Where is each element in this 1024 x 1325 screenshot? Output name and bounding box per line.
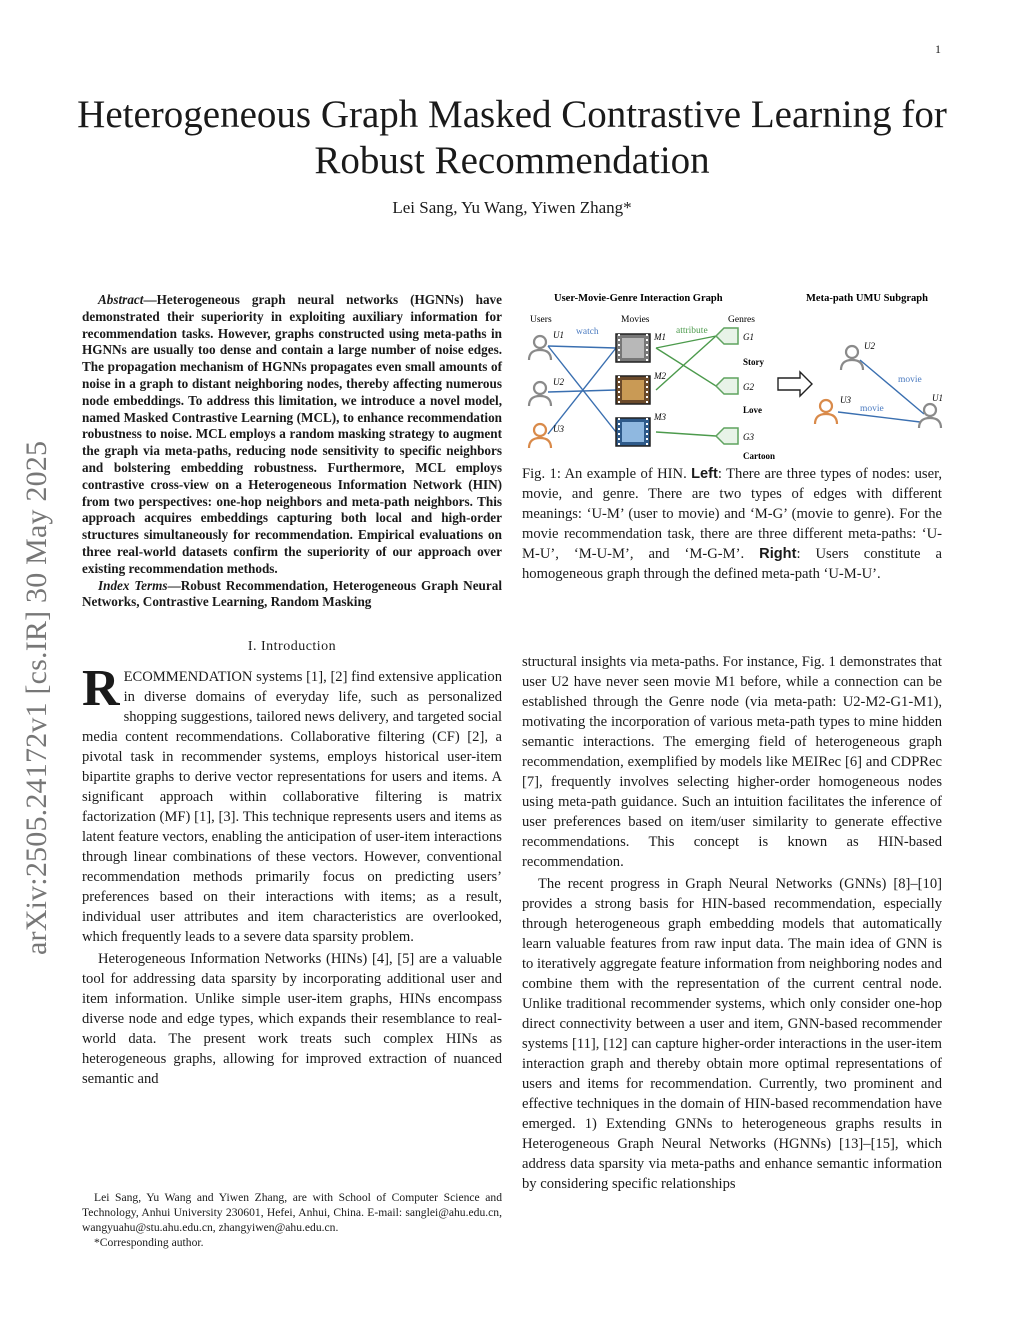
caption-left-word: Left bbox=[691, 466, 718, 482]
genre-node-g3 bbox=[716, 428, 738, 444]
caption-label: Fig. 1: An example of HIN. bbox=[522, 466, 687, 482]
index-terms-label: Index Terms bbox=[98, 577, 168, 593]
label-m1: M1 bbox=[654, 332, 666, 342]
user-node-u2 bbox=[529, 382, 551, 406]
caption-right-text: : Users constitute a homogeneous graph through the defined meta-path ‘U-M-U’. bbox=[522, 546, 942, 582]
label-u2: U2 bbox=[553, 377, 564, 387]
intro-paragraph-2: Heterogeneous Information Networks (HINs) [4], [5] are a valuable tool for addressing data sparsity by incorporating additional user and item information. Unlike simple user-item graphs, HINs encompass diverse node and edge types, which expands their resemblance to real-world data. The present work treats such complex HINs as heterogeneous graphs, allowing for improved extraction of nuanced semantic and bbox=[82, 951, 502, 1088]
figure-caption bbox=[522, 464, 942, 584]
page-number: 1 bbox=[935, 42, 941, 56]
subgraph-user-u3 bbox=[815, 400, 837, 424]
edge-u1-m1 bbox=[548, 346, 616, 348]
column-label-genres: Genres bbox=[728, 315, 755, 325]
user-node-u3 bbox=[529, 424, 551, 448]
edge-u1-m3 bbox=[548, 346, 616, 432]
label-m2: M2 bbox=[654, 371, 666, 381]
footnote-affiliation: Lei Sang, Yu Wang and Yiwen Zhang, are with School of Computer Science and Technology, Anhui University 230601, Hefei, Anhui, China. E-mail: sanglei@ahu.edu.cn, wangyuahu@stu.ahu.edu.cn, zhangyiwen@ahu.edu.cn. bbox=[82, 1191, 502, 1234]
edge-m2-g1 bbox=[656, 336, 716, 390]
intro-paragraph-1-text: ECOMMENDATION systems [1], [2] find extensive application in diverse domains of everyday life, such as personalized shopping suggestions, tailored news delivery, and targeted social media content recommendations. Collaborative filtering (CF) [2], a pivotal task in recommender systems, employs historical user-item bipartite graphs to derive vector representations for users and items. A significant approach within collaborative filtering is matrix factorization (MF) [1], [3]. This technique represents users and items as latent feature vectors, enabling the anticipation of user-item interactions through linear combinations of these vectors. However, conventional recommendation methods primarily focus on predicting users’ preferences based on their interactions with items; as a result, individual user attributes and item characteristics are overlooked, which frequently leads to a severe data sparsity problem. bbox=[82, 669, 502, 946]
label-u1: U1 bbox=[553, 330, 564, 340]
label-u3: U3 bbox=[553, 424, 564, 434]
footnote bbox=[82, 1190, 502, 1250]
genre-name-love: Love bbox=[743, 405, 762, 415]
figure-right-title: Meta-path UMU Subgraph bbox=[806, 293, 928, 304]
label-g1: G1 bbox=[743, 332, 754, 342]
figure-graph bbox=[520, 286, 950, 462]
genre-node-g2 bbox=[716, 378, 738, 394]
column-label-users: Users bbox=[530, 315, 552, 325]
subgraph-user-u1 bbox=[919, 404, 941, 428]
arxiv-identifier: arXiv:2505.24172v1 [cs.IR] 30 May 2025 bbox=[20, 440, 53, 955]
paper-title: Heterogeneous Graph Masked Contrastive Learning for Robust Recommendation bbox=[77, 93, 947, 182]
sub-label-u1: U1 bbox=[932, 393, 943, 403]
caption-right-word: Right bbox=[759, 546, 797, 562]
right-column bbox=[522, 652, 942, 1194]
left-column bbox=[82, 292, 502, 1089]
label-g2: G2 bbox=[743, 382, 754, 392]
abstract-label: Abstract bbox=[98, 292, 144, 307]
edge-m3-g3 bbox=[656, 432, 716, 436]
footnote-corresponding: *Corresponding author. bbox=[94, 1236, 204, 1249]
abstract-text: —Heterogeneous graph neural networks (HGNNs) have demonstrated their superiority in exploiting auxiliary information for recommendation tasks. However, graphs constructed using meta-paths in HGNNs are usually too dense and contain a large number of noise edges. The propagation mechanism of HGNNs propagates even small amounts of noise in a graph to distant neighboring nodes, thereby affecting numerous node embeddings. To address this limitation, we introduce a novel model, named Masked Contrastive Learning (MCL), to enhance recommendation robustness to noise. MCL employs a random masking strategy to augment the graph via meta-paths, reducing node sensitivity to specific neighbors and bolstering embedding robustness. Furthermore, MCL employs contrastive cross-view on a Heterogeneous Information Network (HIN) from two perspectives: one-hop neighbors and meta-path neighbors. This approach acquires embeddings capturing both local and high-order structures simultaneously for recommendation. Empirical evaluations on three real-world datasets confirm the superiority of our approach over existing recommendation methods. bbox=[82, 292, 502, 576]
genre-node-g1 bbox=[716, 328, 738, 344]
transform-arrow-icon bbox=[778, 372, 812, 396]
sub-label-u3: U3 bbox=[840, 395, 851, 405]
index-terms bbox=[82, 578, 502, 612]
edge-label-watch: watch bbox=[576, 327, 599, 337]
sub-label-u2: U2 bbox=[864, 341, 875, 351]
subgraph-user-u2 bbox=[841, 346, 863, 370]
user-movie-edges bbox=[548, 346, 616, 434]
subgraph-edge-label-2: movie bbox=[860, 404, 884, 414]
genre-name-story: Story bbox=[743, 357, 764, 367]
edge-label-attribute: attribute bbox=[676, 326, 708, 336]
index-terms-text: —Robust Recommendation, Heterogeneous Graph Neural Networks, Contrastive Learning, Random Masking bbox=[82, 577, 502, 610]
dropcap-letter: R bbox=[82, 660, 120, 718]
genre-name-cartoon: Cartoon bbox=[743, 451, 775, 461]
user-node-u1 bbox=[529, 336, 551, 360]
movie-node-m1 bbox=[616, 334, 650, 362]
figure-hin-example bbox=[520, 286, 950, 462]
author-list: Lei Sang, Yu Wang, Yiwen Zhang* bbox=[392, 198, 632, 217]
column-label-movies: Movies bbox=[621, 315, 650, 325]
figure-left-title: User-Movie-Genre Interaction Graph bbox=[554, 293, 723, 304]
right-paragraph-1: structural insights via meta-paths. For instance, Fig. 1 demonstrates that user U2 have never seen movie M1 before, while a connection can be established through the Genre node (via meta-path: U2-M2-G1-M1), motivating the incorporation of various meta-path types to mine hidden semantic interactions. The emerging field of heterogeneous graph recommendation, exemplified by models like MEIRec [6] and CDPRec [7], frequently involves selecting higher-order homogeneous nodes using meta-path guidance. Such an intuition facilitates the inference of user preferences based on item/user similarity to generate effective recommendations. This concept is known as HIN-based recommendation. bbox=[522, 654, 942, 870]
right-paragraph-2: The recent progress in Graph Neural Networks (GNNs) [8]–[10] provides a strong basis for HIN-based recommendation, especially through heterogeneous graph embedding models that automatically learn valuable features from raw input data. The main idea of GNN is to iteratively aggregate feature information from neighboring nodes and combine them with the representation of the current central node. Unlike traditional recommender systems, which only consider one-hop direct connectivity between a user and item, GNN-based recommender systems [11], [12] can capture higher-order interactions in the user-item interaction graph and thereby obtain more optimal representations of users and items for recommendation. Currently, two prominent and effective techniques in the domain of HIN-based recommendation have emerged. 1) Extending GNNs to heterogeneous graphs results in Heterogeneous Graph Neural Networks (HGNNs) [13]–[15], which address data sparsity via meta-paths and enhance semantic information by considering specific relationships bbox=[522, 876, 942, 1192]
intro-paragraph-1 bbox=[82, 660, 502, 947]
movie-node-m2 bbox=[616, 376, 650, 404]
subgraph-edge-label-1: movie bbox=[898, 375, 922, 385]
caption-left-text: : There are three types of nodes: user, movie, and genre. There are two types of edges with different meanings: ‘U-M’ (user to movie) and ‘M-G’ (movie to genre). For the movie recommendation task, there are three different meta-paths: ‘U-M-U’, ‘M-U-M’, and ‘M-G-M’. bbox=[522, 466, 943, 562]
label-m3: M3 bbox=[654, 412, 666, 422]
section-heading-introduction: I. Introduction bbox=[247, 639, 337, 655]
abstract bbox=[82, 292, 502, 578]
label-g3: G3 bbox=[743, 432, 754, 442]
movie-node-m3 bbox=[616, 418, 650, 446]
